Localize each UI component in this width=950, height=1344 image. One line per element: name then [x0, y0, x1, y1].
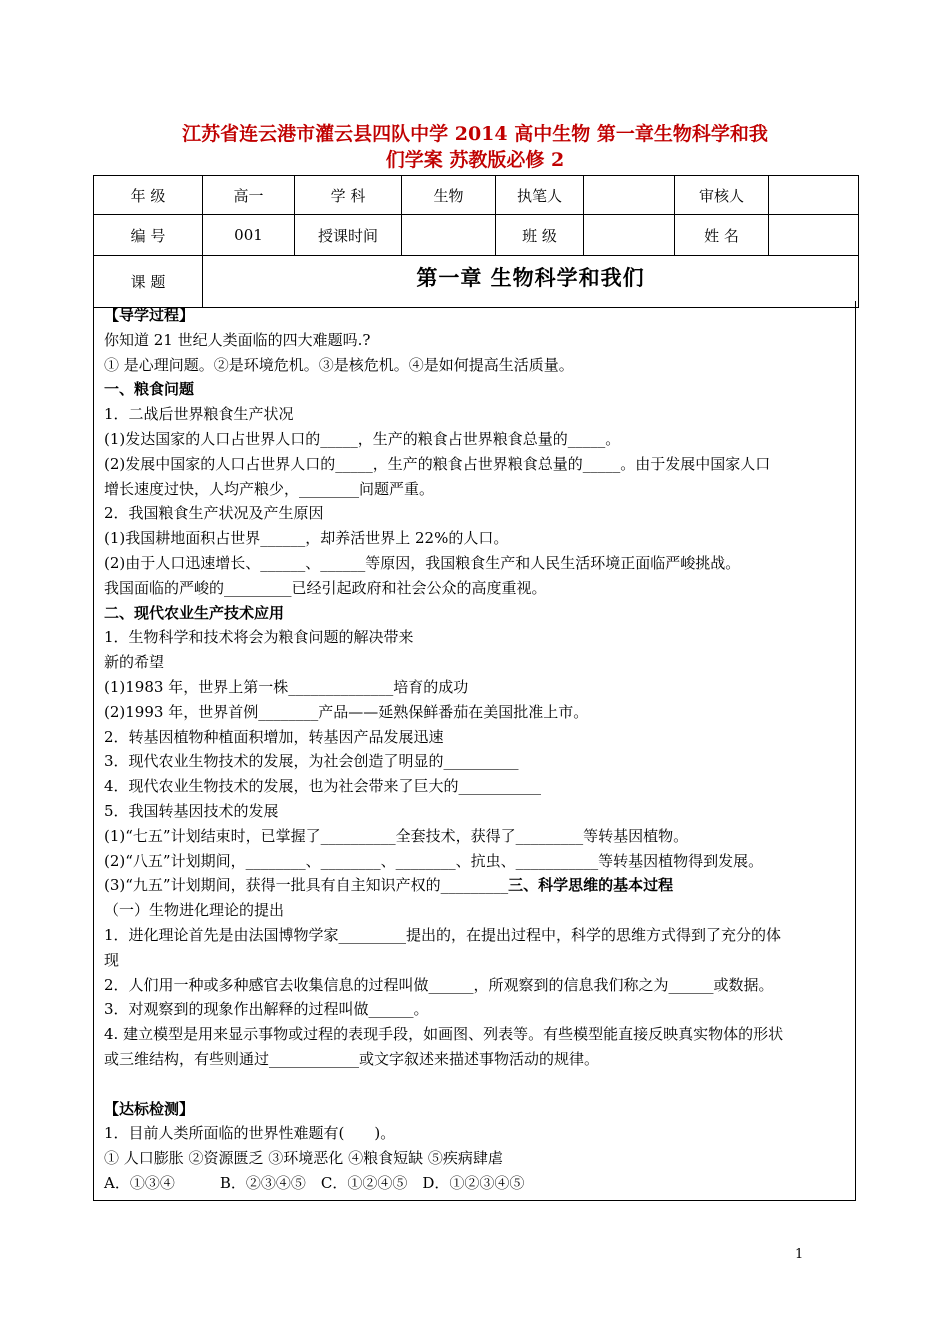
body-line: (1)我国耕地面积占世界______，却养活世界上 22%的人口。	[104, 529, 509, 548]
body-line: (1)发达国家的人口占世界人口的_____，生产的粮食占世界粮食总量的_____。	[104, 429, 621, 448]
body-line: 或三维结构，有些则通过____________或文字叙述来描述事物活动的规律。	[104, 1049, 600, 1068]
name-value	[769, 215, 859, 256]
topic-label: 课 题	[94, 256, 203, 308]
body-line: 1．生物科学和技术将会为粮食问题的解决带来	[104, 628, 414, 647]
body-line: (1)“七五”计划结束时，已掌握了__________全套技术，获得了_________等转基因植物。	[104, 826, 689, 845]
class-value	[584, 215, 675, 256]
body-line: (2)由于人口迅速增长、______、______等原因，我国粮食生产和人民生活环境正面临严峻挑战。	[104, 553, 741, 572]
worksheet-body	[93, 301, 856, 1201]
topic-value: 第一章 生物科学和我们	[203, 256, 859, 308]
body-line: 【导学过程】	[104, 306, 195, 324]
time-value	[402, 215, 496, 256]
body-line: 1．进化理论首先是由法国博物学家_________提出的，在提出过程中，科学的思维方式得到了充分的体	[104, 925, 782, 944]
number-value: 001	[203, 215, 295, 256]
body-line: 1．目前人类所面临的世界性难题有( )。	[104, 1124, 396, 1143]
grade-value: 高一	[203, 176, 295, 215]
body-line: 二、现代农业生产技术应用	[104, 603, 285, 622]
body-line: 新的希望	[104, 653, 165, 672]
subject-label: 学 科	[295, 176, 402, 215]
reviewer-value	[769, 176, 859, 215]
body-line: （一）生物进化理论的提出	[104, 901, 285, 920]
author-label: 执笔人	[496, 176, 584, 215]
body-line: 增长速度过快，人均产粮少，________问题严重。	[104, 479, 435, 498]
body-line: (2)1993 年，世界首例________产品——延熟保鲜番茄在美国批准上市。	[104, 702, 589, 721]
body-line: 4．现代农业生物技术的发展，也为社会带来了巨大的___________	[104, 777, 542, 796]
reviewer-label: 审核人	[675, 176, 769, 215]
lesson-info-table	[93, 175, 859, 308]
body-line: (3)“九五”计划期间，获得一批具有自主知识产权的_________三、科学思维的基本过程	[104, 876, 674, 895]
body-line: 一、粮食问题	[104, 380, 195, 399]
number-label: 编 号	[94, 215, 203, 256]
body-line: A．①③④ B．②③④⑤ C．①②④⑤ D．①②③④⑤	[104, 1173, 525, 1192]
body-line	[104, 1072, 847, 1097]
body-line: ① 是心理问题。②是环境危机。③是核危机。④是如何提高生活质量。	[104, 355, 574, 374]
body-line: 现	[104, 950, 120, 969]
body-line: 【达标检测】	[104, 1099, 195, 1118]
body-line: (2)“八五”计划期间，________、________、________、抗虫、___________等转基因植物得到发展。	[104, 851, 764, 870]
body-line: 3．现代农业生物技术的发展，为社会创造了明显的__________	[104, 752, 519, 771]
body-line: 你知道 21 世纪人类面临的四大难题吗.?	[104, 330, 371, 349]
time-label: 授课时间	[295, 215, 402, 256]
title-line-1: 江苏省连云港市灌云县四队中学 2014 高中生物 第一章生物科学和我	[182, 123, 768, 145]
page-number: 1	[795, 1247, 804, 1262]
body-line: 2．转基因植物种植面积增加，转基因产品发展迅速	[104, 727, 444, 746]
subject-value: 生物	[402, 176, 496, 215]
body-line: ① 人口膨胀 ②资源匮乏 ③环境恶化 ④粮食短缺 ⑤疾病肆虐	[104, 1149, 503, 1168]
document-title	[120, 121, 830, 173]
body-line: 2．我国粮食生产状况及产生原因	[104, 504, 324, 523]
body-line: 3．对观察到的现象作出解释的过程叫做______。	[104, 1000, 429, 1019]
title-line-2: 们学案 苏教版必修 2	[385, 149, 565, 171]
name-label: 姓 名	[675, 215, 769, 256]
body-line: (2)发展中国家的人口占世界人口的_____，生产的粮食占世界粮食总量的_____。由于发展中国家人口	[104, 454, 771, 473]
grade-label: 年 级	[94, 176, 203, 215]
body-line: 5．我国转基因技术的发展	[104, 801, 279, 820]
body-line: 我国面临的严峻的_________已经引起政府和社会公众的高度重视。	[104, 578, 547, 597]
author-value	[584, 176, 675, 215]
body-line: 1．二战后世界粮食生产状况	[104, 405, 294, 424]
body-line: 4. 建立模型是用来显示事物或过程的表现手段，如画图、列表等。有些模型能直接反映真实物体的形状	[104, 1025, 784, 1044]
class-label: 班 级	[496, 215, 584, 256]
body-line: (1)1983 年，世界上第一株______________培育的成功	[104, 677, 469, 696]
body-line: 2．人们用一种或多种感官去收集信息的过程叫做______，所观察到的信息我们称之为______或数据。	[104, 975, 774, 994]
